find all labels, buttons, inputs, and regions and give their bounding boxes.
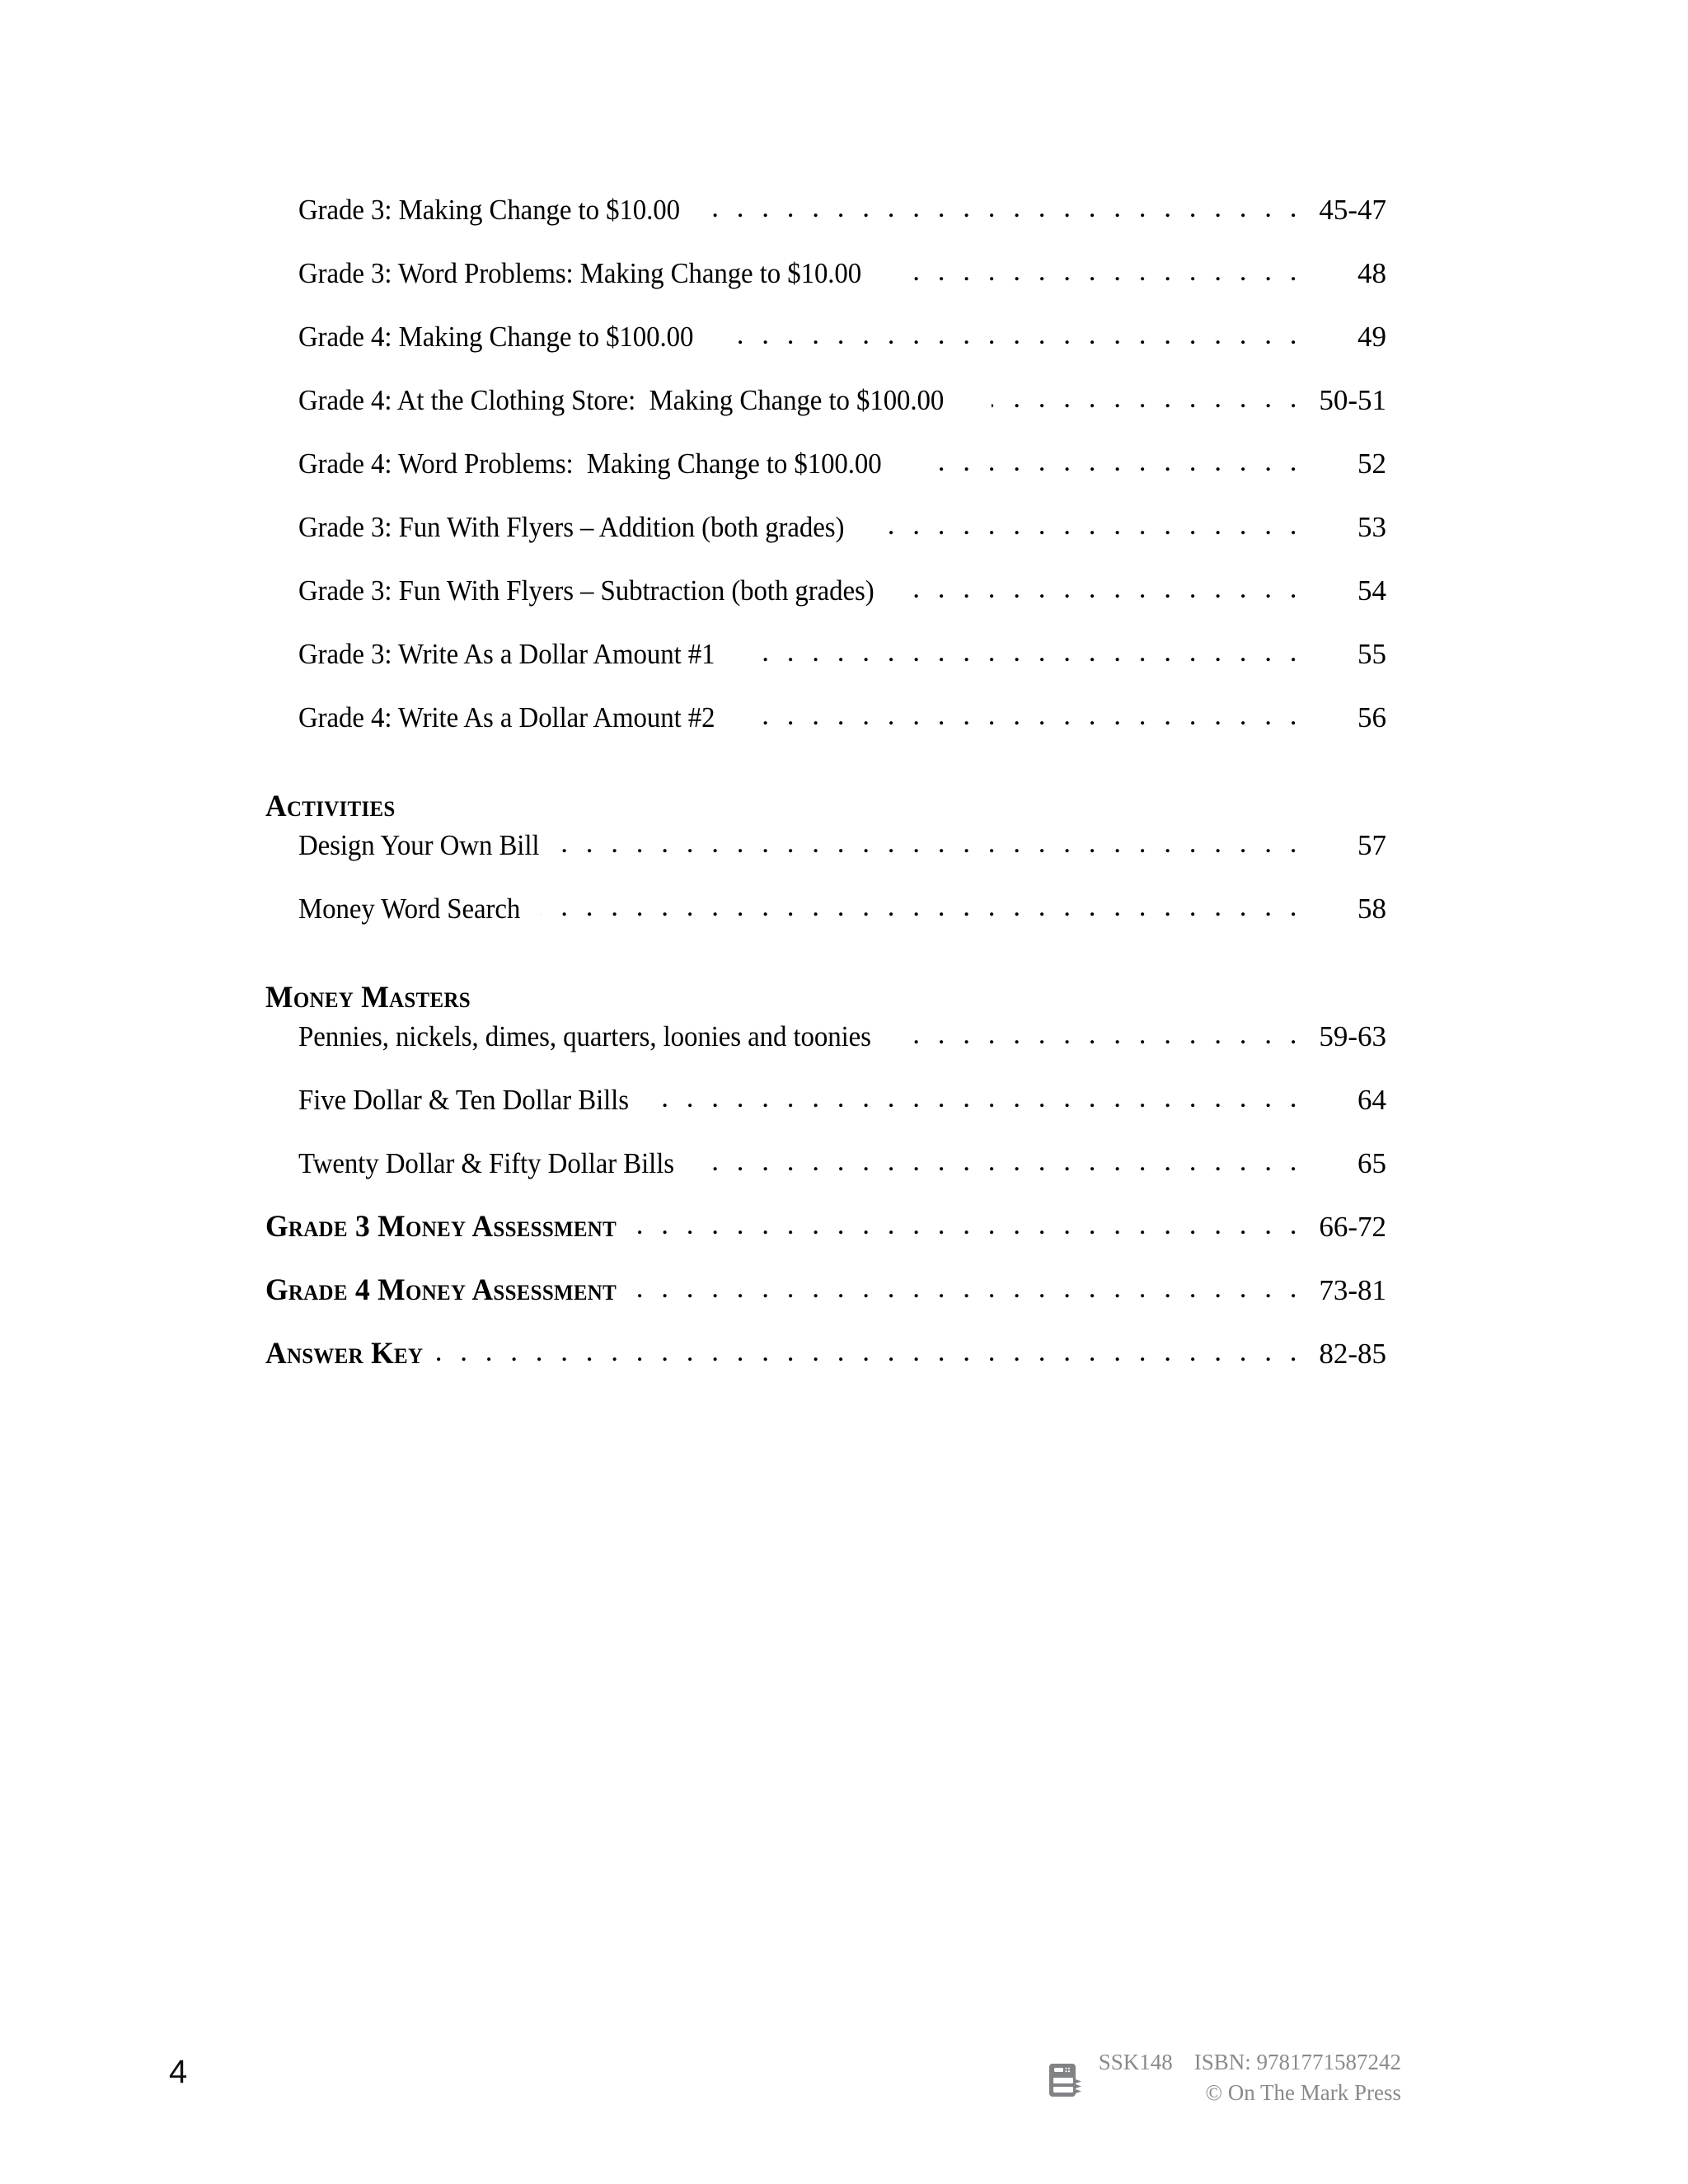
leader-dots [561,827,1302,855]
toc-entry-title: Grade 3: Fun With Flyers – Addition (both grades) [298,511,845,543]
toc-entry [265,318,1386,382]
toc-entry-page: 49 [1357,321,1386,353]
toc-entry-title: Grade 4: Write As a Dollar Amount #2 [298,701,715,733]
toc-entry-title: Activities [265,790,396,823]
copyright-line: © On The Mark Press [1205,2080,1401,2106]
toc-entry-title: Grade 4: Word Problems: Making Change to $100.00 [298,448,882,480]
toc-entry-page: 66-72 [1319,1211,1386,1243]
toc-entry-title: Grade 3: Write As a Dollar Amount #1 [298,638,715,670]
toc-entry [265,509,1386,572]
toc-entry-title: Money Word Search [298,893,521,925]
leader-dots [748,635,1302,663]
toc-entry-title: Pennies, nickels, dimes, quarters, loonies and toonies [298,1020,871,1052]
toc-entry-page: 56 [1357,701,1386,733]
toc-entry-title: Design Your Own Bill [298,829,540,861]
leader-dots [748,699,1302,727]
toc-entry-page: 52 [1357,448,1386,480]
imprint-sku-isbn [1099,2047,1401,2078]
toc-entry-page: 48 [1357,257,1386,289]
leader-dots [879,509,1302,537]
toc-major-entry [265,1272,1386,1335]
toc-entry-page: 45-47 [1319,194,1386,226]
toc-entry-page: 64 [1357,1084,1386,1116]
leader-dots [436,1335,1302,1363]
toc-entry-page: 53 [1357,511,1386,543]
toc-entry-title: Grade 3: Making Change to $10.00 [298,194,680,226]
toc-entry-title: Answer Key [265,1337,424,1371]
leader-dots [638,1272,1302,1300]
isbn-code: ISBN: 9781771587242 [1193,2050,1401,2074]
toc-entry [265,890,1386,954]
page-footer [0,2036,1688,2143]
toc-major-entry [265,1335,1386,1399]
toc-section-heading [265,762,1386,827]
toc-entry [265,191,1386,255]
toc-entry-page: 50-51 [1319,384,1386,416]
leader-dots [638,1208,1302,1236]
toc-entry-title: Grade 3 Money Assessment [265,1210,617,1244]
toc-entry-page: 65 [1357,1147,1386,1179]
sku-code: SSK148 [1098,2050,1173,2074]
leader-dots [926,445,1302,473]
leader-dots [541,890,1302,918]
toc-entry [265,255,1386,318]
toc-entry-title: Money Masters [265,981,471,1015]
toc-entry-title: Grade 4: Making Change to $100.00 [298,321,694,353]
toc-entry [265,827,1386,890]
toc-entry-page: 57 [1357,829,1386,861]
toc-entry [265,699,1386,762]
imprint-text [1099,2047,1401,2109]
toc-section-heading [265,954,1386,1018]
toc-entry-page: 73-81 [1319,1274,1386,1306]
copier-icon [1046,2059,1084,2106]
leader-dots [705,1145,1302,1173]
toc-entry-page: 59-63 [1319,1020,1386,1052]
page-number: 4 [169,2054,188,2090]
leader-dots [992,382,1302,410]
leader-dots [914,1018,1302,1046]
toc-major-entry [265,1208,1386,1272]
toc-entry-title: Grade 4: At the Clothing Store: Making Change to $100.00 [298,384,945,416]
toc-entry [265,445,1386,509]
toc-entry [265,1145,1386,1208]
toc-entry [265,1081,1386,1145]
toc-entry-title: Twenty Dollar & Fifty Dollar Bills [298,1147,674,1179]
toc-entry-page: 82-85 [1319,1338,1386,1370]
leader-dots [911,572,1302,600]
toc-entry-title: Grade 3: Word Problems: Making Change to $10.00 [298,257,862,289]
leader-dots [725,318,1302,346]
toc-entry [265,572,1386,635]
toc-entry-page: 54 [1357,574,1386,607]
leader-dots [904,255,1302,283]
toc-entry-title: Grade 4 Money Assessment [265,1273,617,1307]
toc-entry [265,1018,1386,1081]
toc-entry-page: 58 [1357,893,1386,925]
toc-entry-page: 55 [1357,638,1386,670]
leader-dots [657,1081,1302,1109]
toc-entry-title: Grade 3: Fun With Flyers – Subtraction (both grades) [298,574,874,607]
imprint-block [1046,2047,1401,2109]
toc-entry [265,382,1386,445]
toc-entry-title: Five Dollar & Ten Dollar Bills [298,1084,629,1116]
table-of-contents [265,191,1386,1399]
toc-entry [265,635,1386,699]
leader-dots [711,191,1302,219]
